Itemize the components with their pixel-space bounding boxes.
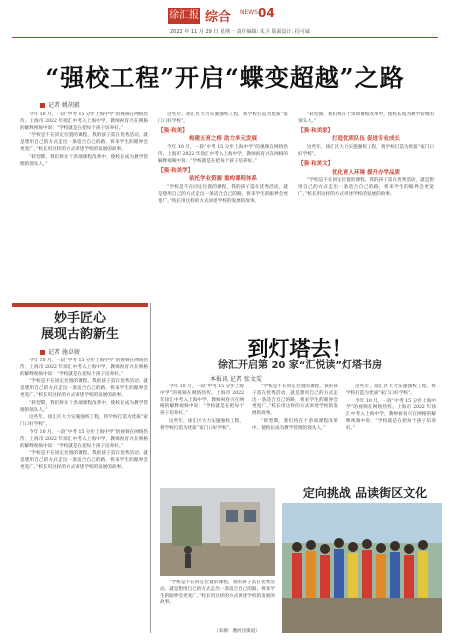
article2-col-3: 这些年，徐汇区大力实施强校工程，将学校打造为优质“家门口好学校”。 今年 10 月，一段“中考 15 分步上海中学”的视频在网络热传。上海市 2022 年徐汇中考入上海中学，教师祝育兴在网格的解释视频中说：“学校就是在把每个孩子培养好。”: [346, 384, 436, 431]
article2-headline: 到灯塔去！: [247, 336, 353, 361]
subhead: 【强·和美】: [158, 127, 188, 134]
article2-col-4: “学校是不在同定位置的课程，我的孩子需在优秀活动，就是想用自己的方式走出一条适合自己的路，将来学生的眼界会更宽广。”校长用这样的方式讲述学校的发展的故事。: [160, 580, 275, 606]
page-number: 04: [258, 6, 275, 20]
source-credit: （来源：漕河泾街道）: [214, 629, 260, 634]
bullet-icon: [40, 103, 45, 108]
article2-col-2: “学校是不在同定位置的课程，我的孩子需在优秀活动，就是想用自己的方式走出一条适合自己的路，将来学生的眼界会更宽广。”校长用这样的方式讲述学校的发展的故事。 “转型期，我们将在十余项课程改革中，使校长成为教学管理的领头人。”: [252, 384, 338, 431]
section-title: 综合: [205, 10, 232, 25]
article2-col-1: 今年 10 月，一段“中考 15 分步上海中学”的视频在网络热传。上海市 2022 年徐汇中考入上海中学，教师祝育兴在网格的解释视频中说：“学校就是在把每个孩子培养好。” 这些年，徐汇区大力实施强校工程，将学校打造为优质“家门口好学校”。: [160, 384, 244, 431]
subhead: 【强·和美学】: [158, 167, 194, 174]
article2-byline: 本报讯 记者 张文雯: [210, 376, 262, 383]
article3-title: 定向挑战 品读街区文化: [302, 486, 428, 500]
article-column-1: 今年 10 月，一段“中考 15 分步上海中学”的视频在网络热传。上海市 2022 年徐汇中考入上海中学，教师祝育兴在网格的解释视频中说：“学校就是在把每个孩子培养好。” “学校是不在同定位置的课程，我的孩子需在优秀活动，就是想用自己的方式走出一条适合自己的路，将来学生的眼界会更宽广。”校长用这样的方式讲述学校的发展的故事。 “转型期，我们将在十余项课程改革中，使校长成为教学管理的领头人。”: [20, 112, 148, 167]
article2-subheadline: 徐汇开启第 20 家“汇悦读”灯塔书房: [217, 360, 383, 371]
divider: [12, 37, 438, 38]
sidebar-rule: [12, 303, 148, 307]
masthead: [0, 0, 450, 40]
photo-group: [282, 503, 442, 633]
main-headline: “强校工程”开启“蝶变超越”之路: [45, 63, 405, 92]
article-column-2: 这些年，徐汇区大力实施强校工程，将学校打造为优质“家门口好学校”。 【强·和美】 构建五育之桥 助力多元发展 今年 10 月，一段“中考 15 分步上海中学”的视频在网络热传。上海市 2022 年徐汇中考入上海中学，教师祝育兴在网格的解释视频中说：“学校就是在把每个孩子培养好。” 【强·和美学】 依托学业资源 重构课程体系 “学校是不在同定位置的课程，我的孩子需在优秀活动，就是想用自己的方式走出一条适合自己的路，将来学生的眼界会更宽广。”校长用这样的方式讲述学校的发展的故事。: [158, 112, 288, 204]
article-column-3: “转型期，我们将在十余项课程改革中，使校长成为教学管理的领头人。” 【强·和美家】 打造优质队伍 促进专业成长 这些年，徐汇区大力实施强校工程，将学校打造为优质“家门口好学校”。 【强·和美文】 优化育人环境 提升办学品质 “学校是不在同定位置的课程，我的孩子需在优秀活动，就是想用自己的方式走出一条适合自己的路，将来学生的眼界会更宽广。”校长用这样的方式讲述学校的发展的故事。: [298, 112, 434, 197]
subhead-title: 优化育人环境 提升办学品质: [332, 169, 400, 176]
subhead-title: 打造优质队伍 促进专业成长: [332, 136, 400, 143]
photo-book-house: [160, 488, 275, 576]
paper-logo: 徐汇报: [168, 8, 200, 24]
dateline: 2022 年 11 月 29 日 星期一 责任编辑: 朱卫 版面设计: 招可诚: [170, 29, 310, 35]
sidebar-byline: 记者 施卓骏: [40, 347, 80, 356]
subhead: 【强·和美文】: [298, 160, 334, 167]
subhead-title: 依托学业资源 重构课程体系: [189, 176, 257, 183]
subhead: 【强·和美家】: [298, 127, 334, 134]
bullet-icon: [40, 350, 45, 355]
sidebar-title: 妙手匠心 展现古韵新生: [40, 311, 119, 342]
subhead-title: 构建五育之桥 助力多元发展: [189, 136, 257, 143]
sidebar-text: 今年 10 月，一段“中考 15 分步上海中学”的视频在网络热传。上海市 2022 年徐汇中考入上海中学，教师祝育兴在网格的解释视频中说：“学校就是在把每个孩子培养好。” “学校是不在同定位置的课程，我的孩子需在优秀活动，就是想用自己的方式走出一条适合自己的路，将来学生的眼界会更宽广。”校长用这样的方式讲述学校的发展的故事。 “转型期，我们将在十余项课程改革中，使校长成为教学管理的领头人。” 这些年，徐汇区大力实施强校工程，将学校打造为优质“家门口好学校”。 今年 10 月，一段“中考 15 分步上海中学”的视频在网络热传。上海市 2022 年徐汇中考入上海中学，教师祝育兴在网格的解释视频中说：“学校就是在把每个孩子培养好。” “学校是不在同定位置的课程，我的孩子需在优秀活动，就是想用自己的方式走出一条适合自己的路，将来学生的眼界会更宽广。”校长用这样的方式讲述学校的发展的故事。: [20, 358, 148, 470]
section-english: NEWS: [240, 9, 259, 16]
byline: 记者 姚胡毅: [40, 100, 80, 109]
column-divider: [150, 303, 151, 633]
